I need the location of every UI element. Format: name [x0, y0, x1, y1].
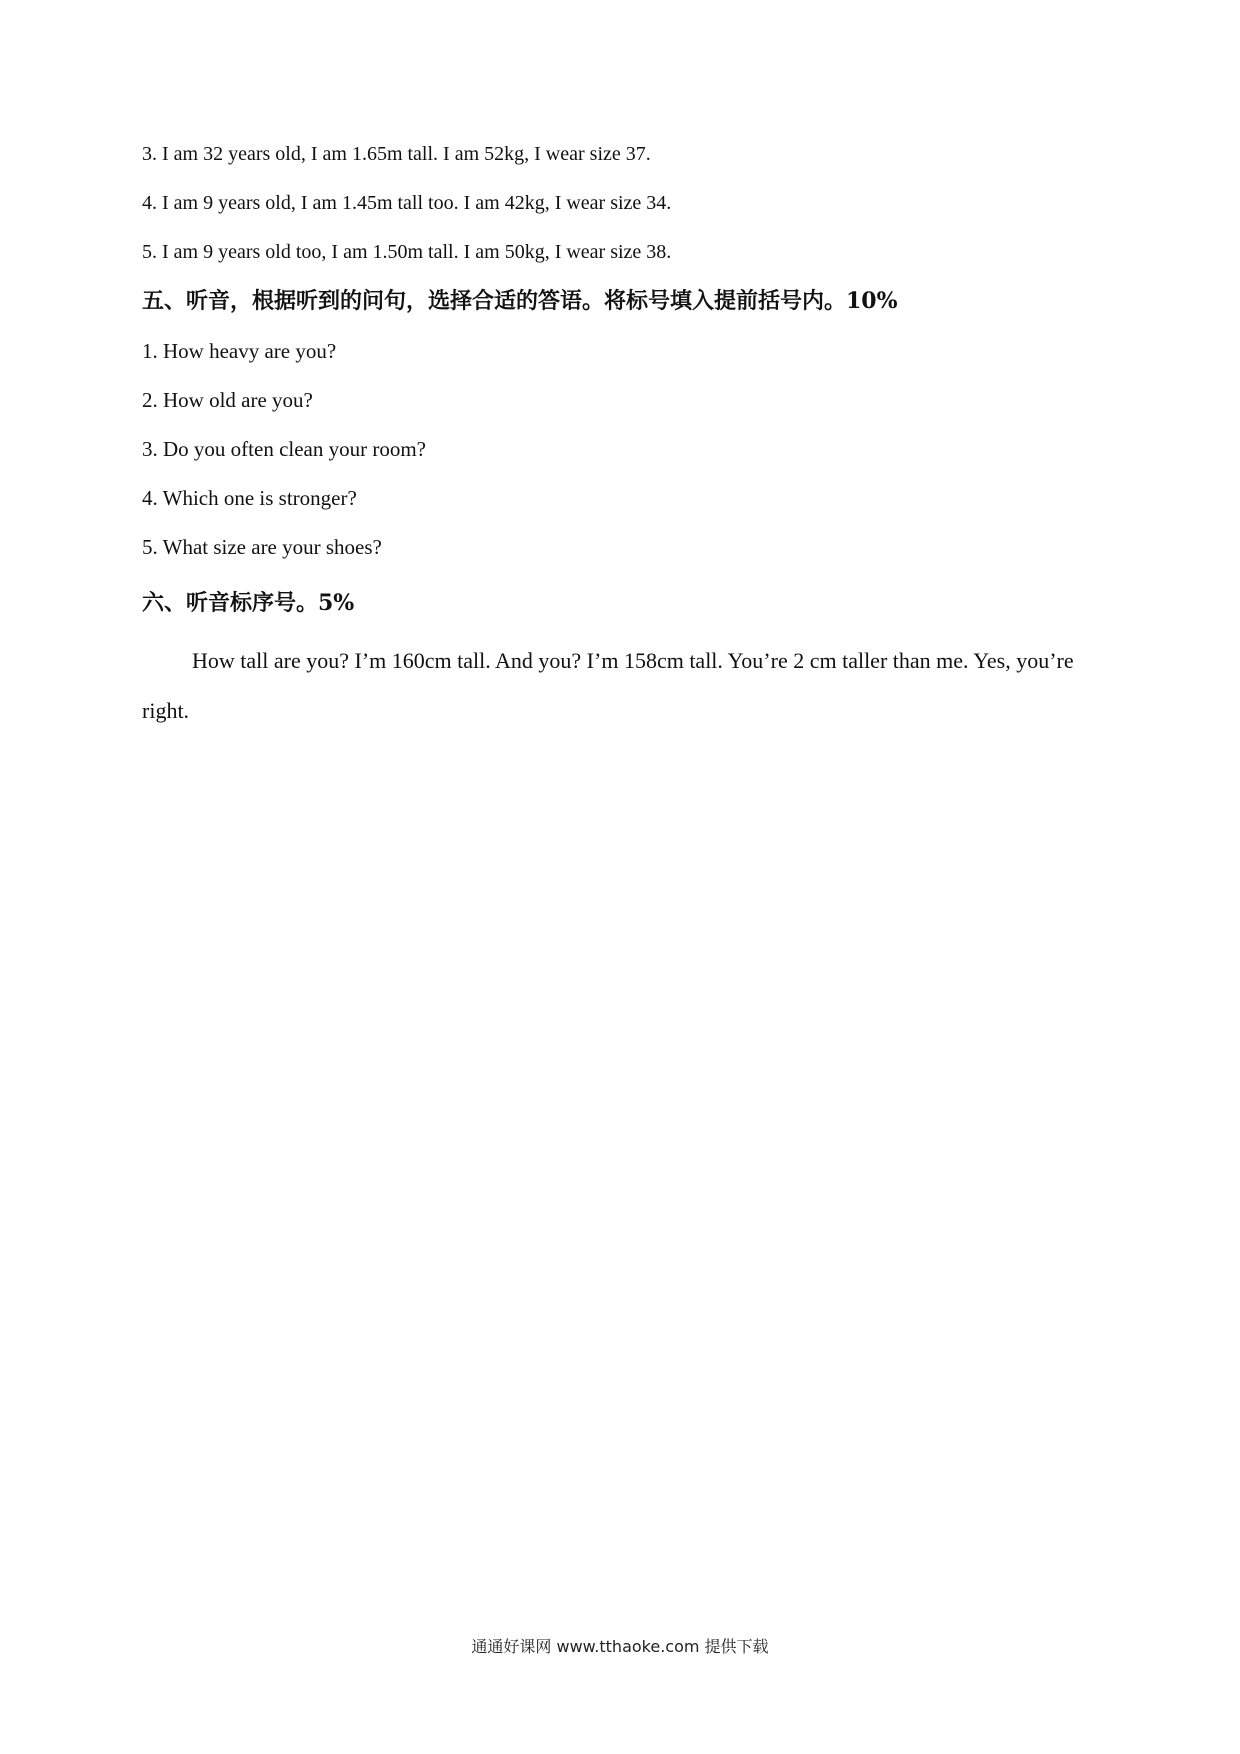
answer-line-5: 5. I am 9 years old too, I am 1.50m tall. I am 50kg, I wear size 38.: [142, 241, 672, 263]
question-item-1: 1. How heavy are you?: [142, 339, 337, 363]
answer-line-3: 3. I am 32 years old, I am 1.65m tall. I am 52kg, I wear size 37.: [142, 143, 651, 165]
page-footer: 通通好课网 www.tthaoke.com 提供下载: [471, 1637, 769, 1656]
section-5-heading: 五、听音，根据听到的问句，选择合适的答语。将标号填入提前括号内。10%: [142, 288, 898, 314]
answer-line-4: 4. I am 9 years old, I am 1.45m tall too. I am 42kg, I wear size 34.: [142, 192, 672, 214]
section-6-heading: 六、听音标序号。5%: [142, 590, 355, 616]
question-item-2: 2. How old are you?: [142, 388, 313, 412]
question-item-4: 4. Which one is stronger?: [142, 486, 357, 510]
question-item-3: 3. Do you often clean your room?: [142, 437, 427, 461]
question-item-5: 5. What size are your shoes?: [142, 535, 382, 559]
section-6-paragraph: How tall are you? I’m 160cm tall. And you? I’m 158cm tall. You’re 2 cm taller than me. Yes, you’re right.: [142, 648, 1074, 723]
